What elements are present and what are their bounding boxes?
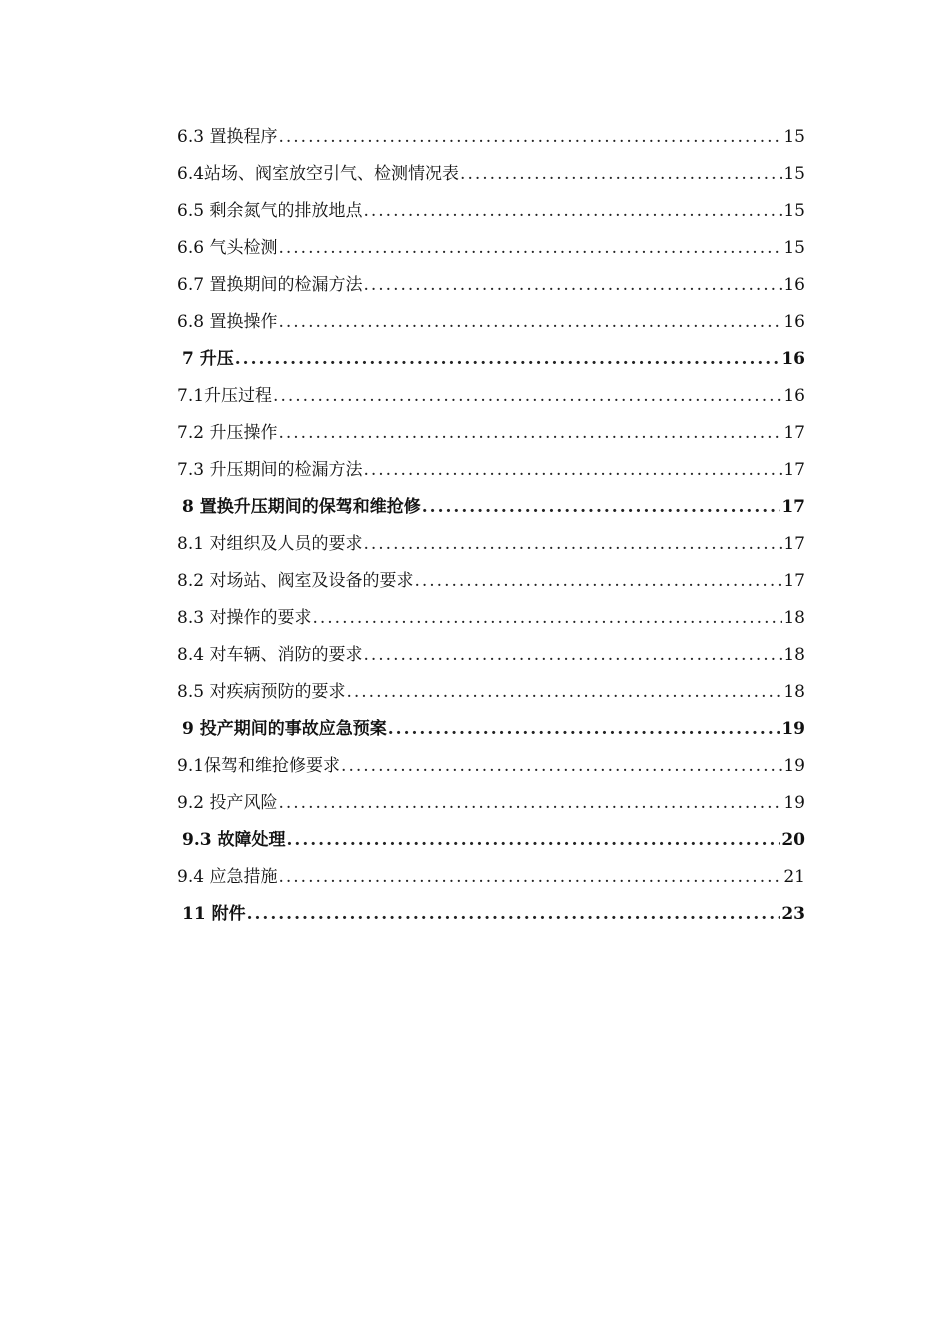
toc-leader-dots: [363, 193, 782, 230]
toc-entry-title: 11 附件: [182, 904, 246, 924]
toc-entry-page: 16: [781, 349, 805, 369]
toc-entry-page: 17: [783, 571, 805, 591]
toc-entry[interactable]: [177, 563, 805, 600]
toc-entry[interactable]: [177, 193, 805, 230]
toc-leader-dots: [235, 341, 781, 378]
toc-leader-dots: [388, 711, 781, 748]
toc-leader-dots: [278, 230, 782, 267]
toc-entry-title: 7.1升压过程: [177, 386, 273, 406]
toc-entry[interactable]: [177, 859, 805, 896]
toc-entry-title: 7 升压: [182, 349, 234, 369]
toc-entry[interactable]: [177, 600, 805, 637]
toc-entry[interactable]: [177, 156, 805, 193]
toc-entry-title: 8.3 对操作的要求: [177, 608, 312, 628]
toc-entry[interactable]: [177, 526, 805, 563]
toc-entry-page: 17: [783, 460, 805, 480]
toc-leader-dots: [273, 378, 782, 415]
toc-leader-dots: [363, 637, 782, 674]
toc-entry-title: 8.4 对车辆、消防的要求: [177, 645, 363, 665]
toc-entry-title: 7.3 升压期间的检漏方法: [177, 460, 363, 480]
toc-entry-page: 15: [783, 127, 805, 147]
toc-entry-title: 9 投产期间的事故应急预案: [182, 719, 387, 739]
toc-leader-dots: [414, 563, 782, 600]
toc-entry[interactable]: [177, 452, 805, 489]
toc-entry-page: 16: [783, 312, 805, 332]
toc-entry-title: 7.2 升压操作: [177, 423, 278, 443]
toc-entry-title: 9.1保驾和维抢修要求: [177, 756, 341, 776]
toc-entry-title: 9.2 投产风险: [177, 793, 278, 813]
toc-entry-title: 9.3 故障处理: [182, 830, 286, 850]
toc-entry-title: 8.5 对疾病预防的要求: [177, 682, 346, 702]
toc-entry-page: 18: [783, 608, 805, 628]
toc-entry-page: 17: [783, 423, 805, 443]
toc-entry[interactable]: [177, 415, 805, 452]
toc-entry-page: 21: [783, 867, 805, 887]
toc-entry-title: 8.2 对场站、阀室及设备的要求: [177, 571, 414, 591]
toc-entry-page: 23: [781, 904, 805, 924]
toc-chapter-entry[interactable]: [177, 489, 805, 526]
toc-entry-page: 17: [781, 497, 805, 517]
table-of-contents: [0, 119, 950, 933]
toc-leader-dots: [278, 415, 782, 452]
toc-entry-title: 6.7 置换期间的检漏方法: [177, 275, 363, 295]
toc-entry-title: 8 置换升压期间的保驾和维抢修: [182, 497, 421, 517]
toc-entry-title: 6.8 置换操作: [177, 312, 278, 332]
toc-entry-page: 19: [783, 756, 805, 776]
toc-leader-dots: [363, 526, 782, 563]
toc-entry-title: 8.1 对组织及人员的要求: [177, 534, 363, 554]
toc-leader-dots: [278, 859, 782, 896]
toc-chapter-entry[interactable]: [177, 896, 805, 933]
toc-entry-page: 16: [783, 275, 805, 295]
toc-entry-title: 6.4站场、阀室放空引气、检测情况表: [177, 164, 460, 184]
toc-leader-dots: [363, 452, 782, 489]
toc-entry-title: 6.3 置换程序: [177, 127, 278, 147]
toc-chapter-entry[interactable]: [177, 822, 805, 859]
toc-entry[interactable]: [177, 267, 805, 304]
toc-entry-title: 6.5 剩余氮气的排放地点: [177, 201, 363, 221]
toc-chapter-entry[interactable]: [177, 341, 805, 378]
toc-leader-dots: [346, 674, 782, 711]
toc-entry-page: 17: [783, 534, 805, 554]
toc-entry[interactable]: [177, 674, 805, 711]
toc-leader-dots: [341, 748, 782, 785]
toc-leader-dots: [312, 600, 782, 637]
toc-entry-page: 16: [783, 386, 805, 406]
toc-entry-page: 19: [783, 793, 805, 813]
toc-entry-page: 20: [781, 830, 805, 850]
toc-leader-dots: [460, 156, 782, 193]
toc-entry[interactable]: [177, 378, 805, 415]
toc-entry[interactable]: [177, 748, 805, 785]
toc-entry[interactable]: [177, 119, 805, 156]
toc-entry[interactable]: [177, 637, 805, 674]
toc-leader-dots: [278, 785, 782, 822]
toc-entry[interactable]: [177, 230, 805, 267]
toc-leader-dots: [287, 822, 781, 859]
toc-leader-dots: [278, 304, 782, 341]
toc-leader-dots: [422, 489, 781, 526]
toc-chapter-entry[interactable]: [177, 711, 805, 748]
toc-entry-title: 9.4 应急措施: [177, 867, 278, 887]
toc-leader-dots: [363, 267, 782, 304]
toc-leader-dots: [278, 119, 782, 156]
toc-entry-page: 15: [783, 238, 805, 258]
toc-leader-dots: [247, 896, 781, 933]
toc-entry-page: 18: [783, 645, 805, 665]
toc-entry-page: 18: [783, 682, 805, 702]
toc-entry[interactable]: [177, 785, 805, 822]
toc-entry[interactable]: [177, 304, 805, 341]
toc-entry-title: 6.6 气头检测: [177, 238, 278, 258]
toc-entry-page: 15: [783, 164, 805, 184]
toc-entry-page: 15: [783, 201, 805, 221]
toc-entry-page: 19: [781, 719, 805, 739]
